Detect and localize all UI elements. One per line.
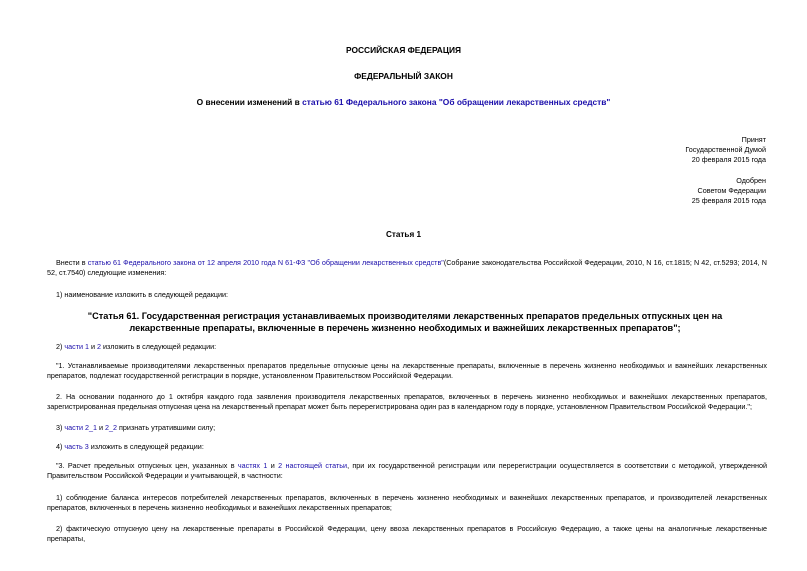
intro-post: (Собрание законодательства Российской Федерации, 2010, N 16, ст.1815; N 42, ст.5293; 2014, N 52, ст.7540) следующие изменения: [47,258,767,278]
part-3-mid: и [267,461,279,470]
law-type-heading: ФЕДЕРАЛЬНЫЙ ЗАКОН [354,71,453,81]
accepted-date: 20 февраля 2015 года [691,155,766,165]
intro-pre: Внести в [56,258,88,267]
item-3-link-part2-1[interactable]: части 2_1 [64,423,98,432]
item-4-post: изложить в следующей редакции: [88,442,204,451]
approved-by: Советом Федерации [697,186,766,196]
item-3-mid: и [97,423,106,432]
law-title [0,96,807,108]
item-4 [47,442,767,452]
country-heading: РОССИЙСКАЯ ФЕДЕРАЦИЯ [345,45,462,55]
law-title-prefix: О внесении изменений в [196,97,303,107]
item-3-pre: 3) [56,423,65,432]
part-3-link-parts1[interactable]: частях 1 [237,461,268,470]
approved-block [566,176,766,207]
approved-date: 25 февраля 2015 года [691,196,766,206]
item-2-post: изложить в следующей редакции: [101,342,217,351]
part-1-text: "1. Устанавливаемые производителями лекарственных препаратов предельные отпускные цены на лекарственные препараты, включенные в перечень жизненно необходимых и важнейших лекарственных препаратов, подлежат государственной регистрации в порядке, установленном Правительством Российской Федерации. [47,361,767,381]
part-3-link-part2[interactable]: 2 настоящей статьи [278,461,348,470]
item-2-mid: и [89,342,98,351]
item-2-pre: 2) [56,342,65,351]
item-3-link-part2-2[interactable]: 2_2 [105,423,118,432]
law-title-link[interactable]: статью 61 Федерального закона "Об обращении лекарственных средств" [302,97,611,107]
accepted-block [566,135,766,166]
part-3-post: , при их государственной регистрации или перерегистрации осуществляется в соответствии с методикой, утвержденной Правительством Российской Федерации и учитывающей, в частности: [47,461,768,481]
item-3 [47,423,767,433]
item-1: 1) наименование изложить в следующей редакции: [56,290,229,299]
item-2-link-part1[interactable]: части 1 [64,342,90,351]
part-2-text: 2. На основании поданного до 1 октября каждого года заявления производителя лекарственных препаратов, включенных в перечень жизненно необходимых и важнейших лекарственных препаратов, зарегистрированная предельная отпускная цена на лекарственный препарат может быть перерегистрирована один раз в календарном году в порядке, установленном Правительством Российской Федерации."; [47,392,767,412]
approved-word: Одобрен [736,176,766,185]
intro-paragraph [47,258,767,279]
item-2-link-part2[interactable]: 2 [97,342,102,351]
accepted-by: Государственной Думой [685,145,766,155]
item-2 [47,342,767,352]
accepted-word: Принят [741,135,766,144]
item-3-post: признать утратившими силу; [117,423,216,432]
part-3-text [47,461,767,482]
item-4-pre: 4) [56,442,65,451]
article-heading: Статья 1 [385,230,422,239]
item-4-link-part3[interactable]: часть 3 [64,442,89,451]
subitem-2: 2) фактическую отпускную цену на лекарственные препараты в Российской Федерации, цену ввоза лекарственных препаратов в Российскую Федерацию, а также цены на аналогичные лекарственные препараты, [47,524,767,544]
intro-link[interactable]: статью 61 Федерального закона от 12 апреля 2010 года N 61-ФЗ "Об обращении лекарственных средств" [87,258,444,267]
part-3-pre: "3. Расчет предельных отпускных цен, указанных в [56,461,238,470]
new-article-title: "Статья 61. Государственная регистрация устанавливаемых производителями лекарственных препаратов предельных отпускных цен на лекарственные препараты, включенные в перечень жизненно необходимых и важнейших лекарственных препаратов"; [87,311,723,334]
subitem-1: 1) соблюдение баланса интересов потребителей лекарственных препаратов, включенных в перечень жизненно необходимых и важнейших лекарственных препаратов, и производителей лекарственных препаратов, включенных в перечень жизненно необходимых и важнейших лекарственных препаратов; [47,493,767,513]
